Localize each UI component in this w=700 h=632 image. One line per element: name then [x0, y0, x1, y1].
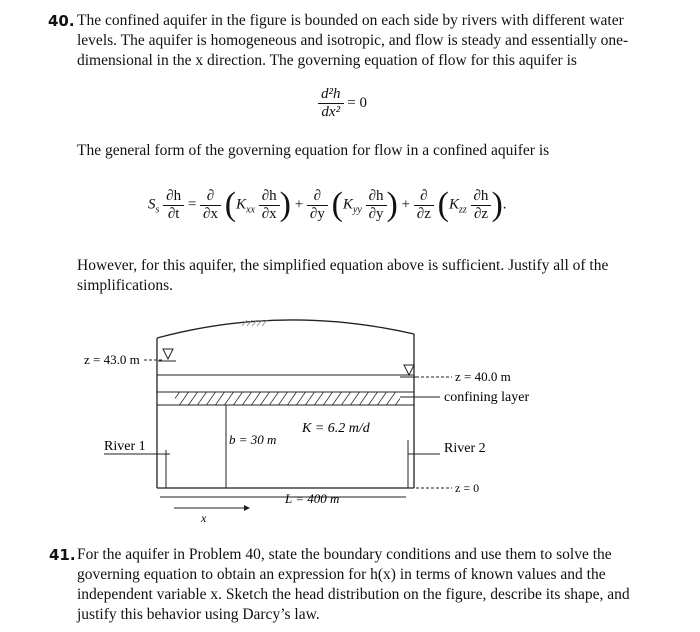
paren-close-3: ) [491, 186, 503, 223]
problem-40-line-3: dimensional in the x direction. The governing equation of flow for this aquifer is [77, 52, 577, 69]
kxx-sub: xx [246, 204, 255, 216]
frac-dh-y: ∂h [366, 188, 387, 206]
storage-coef: S [148, 196, 156, 213]
plus-2: + [401, 196, 411, 213]
general-form-text: The general form of the governing equation for flow in a confined aquifer is [77, 142, 550, 159]
length-label: L = 400 m [285, 491, 340, 506]
problem-40-line-2: levels. The aquifer is homogeneous and isotropic, and flow is steady and essentially one- [77, 32, 629, 49]
problem-41-line-3: independent variable x. Sketch the head distribution on the figure, describe its shape, and [77, 586, 630, 603]
partial-y-den: ∂y [309, 205, 325, 222]
storage-sub: s [155, 204, 160, 216]
eq-denominator: dx² [321, 104, 341, 120]
eq-rhs: = 0 [347, 94, 367, 111]
kyy: K [342, 196, 353, 213]
however-line-2: simplifications. [77, 277, 174, 294]
problem-40-line-1: The confined aquifer in the figure is bounded on each side by rivers with different water [77, 12, 624, 29]
problem-41-line-1: For the aquifer in Problem 40, state the boundary conditions and use them to solve the [77, 546, 612, 563]
paren-open-2: ( [331, 186, 343, 223]
frac-dh-z: ∂h [471, 188, 492, 206]
however-line-1: However, for this aquifer, the simplified equation above is sufficient. Justify all of the [77, 257, 609, 274]
problem-40-number: 40. [48, 12, 75, 30]
confining-layer [175, 392, 400, 405]
partial-z-num: ∂ [414, 188, 434, 206]
frac-dy: ∂y [368, 205, 384, 222]
problem-41-number: 41. [49, 546, 76, 564]
z-right-label: z = 40.0 m [455, 369, 511, 384]
partial-y-num: ∂ [307, 188, 328, 206]
left-water-level-icon [163, 349, 173, 359]
z-left-label: z = 43.0 m [84, 352, 140, 367]
frac-dt: ∂t [167, 205, 180, 222]
kyy-sub: yy [352, 204, 362, 216]
b-label: b = 30 m [229, 432, 277, 447]
frac-dz: ∂z [473, 205, 489, 222]
plus-1: + [294, 196, 304, 213]
k-label: K = 6.2 m/d [302, 421, 370, 436]
partial-z-den: ∂z [416, 205, 431, 222]
frac-dx: ∂x [261, 205, 277, 222]
ground-surface [157, 320, 414, 338]
kxx: K [236, 196, 247, 213]
eq-numerator: d²h [318, 86, 344, 104]
z-zero-label: z = 0 [455, 481, 480, 495]
confining-layer-label: confining layer [444, 390, 530, 405]
right-water-level-icon [404, 365, 414, 375]
paren-close-1: ) [279, 186, 291, 223]
river-1-label: River 1 [104, 439, 146, 454]
frac-dh-t: ∂h [163, 188, 184, 206]
problem-41-line-2: governing equation to obtain an expression for h(x) in terms of known values and the [77, 566, 606, 583]
river-2-label: River 2 [444, 441, 486, 456]
paren-open-1: ( [224, 186, 237, 223]
x-axis-label: x [201, 511, 207, 525]
partial-x-num: ∂ [200, 188, 221, 206]
partial-x-den: ∂x [203, 205, 218, 222]
paren-open-3: ( [437, 186, 449, 223]
problem-41-line-4: justify this behavior using Darcy’s law. [77, 606, 320, 623]
kzz-sub: zz [458, 204, 467, 216]
kzz: K [448, 196, 459, 213]
equals-sign: = [187, 196, 197, 213]
paren-close-2: ) [386, 186, 398, 223]
equation-period: . [502, 196, 507, 213]
frac-dh-x: ∂h [259, 188, 280, 206]
